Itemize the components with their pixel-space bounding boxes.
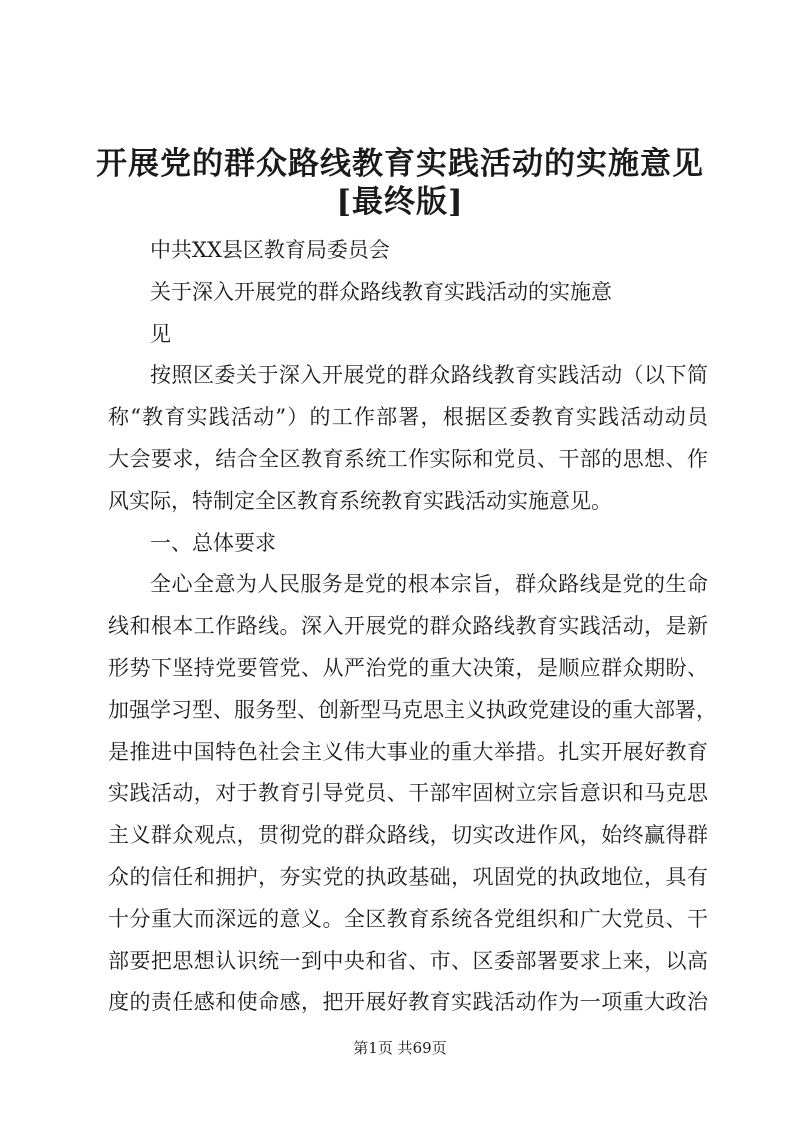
document-title-suffix: [最终版] [336, 184, 464, 220]
document-body [108, 230, 717, 1024]
page-number: 第1页 共69页 [353, 1039, 447, 1057]
paragraph-line: 按照区委关于深入开展党的群众路线教育实践活动（以下简 [150, 363, 708, 388]
paragraph-line: 十分重大而深远的意义。全区教育系统各党组织和广大党员、干 [108, 906, 708, 931]
paragraph-line: 全心全意为人民服务是党的根本宗旨，群众路线是党的生命 [150, 572, 708, 597]
paragraph-line: 线和根本工作路线。深入开展党的群众路线教育实践活动，是新 [108, 614, 708, 639]
paragraph-line: 实践活动，对于教育引导党员、干部牢固树立宗旨意识和马克思 [108, 781, 708, 806]
paragraph-line: 众的信任和拥护，夯实党的执政基础，巩固党的执政地位，具有 [108, 864, 708, 889]
document-title: 开展党的群众路线教育实践活动的实施意见 [96, 146, 704, 182]
paragraph-line: 形势下坚持党要管党、从严治党的重大决策，是顺应群众期盼、 [108, 655, 708, 680]
paragraph-line: 称“教育实践活动”）的工作部署，根据区委教育实践活动动员 [108, 405, 708, 430]
paragraph-line: 风实际，特制定全区教育系统教育实践活动实施意见。 [108, 488, 612, 513]
paragraph-line: 度的责任感和使命感，把开展好教育实践活动作为一项重大政治 [108, 990, 708, 1015]
paragraph-line: 主义群众观点，贯彻党的群众路线，切实改进作风，始终赢得群 [108, 823, 708, 848]
paragraph-line: 是推进中国特色社会主义伟大事业的重大举措。扎实开展好教育 [108, 739, 708, 764]
paragraph-line: 部要把思想认识统一到中央和省、市、区委部署要求上来，以高 [108, 948, 708, 973]
paragraph-line: 加强学习型、服务型、创新型马克思主义执政党建设的重大部署， [108, 697, 717, 722]
issuer-line: 中共XX县区教育局委员会 [150, 238, 390, 262]
subject-line-continued: 见 [150, 321, 171, 346]
paragraph-line: 大会要求，结合全区教育系统工作实际和党员、干部的思想、作 [108, 446, 708, 471]
subject-line: 关于深入开展党的群众路线教育实践活动的实施意 [150, 279, 612, 304]
section-heading: 一、总体要求 [150, 530, 276, 555]
